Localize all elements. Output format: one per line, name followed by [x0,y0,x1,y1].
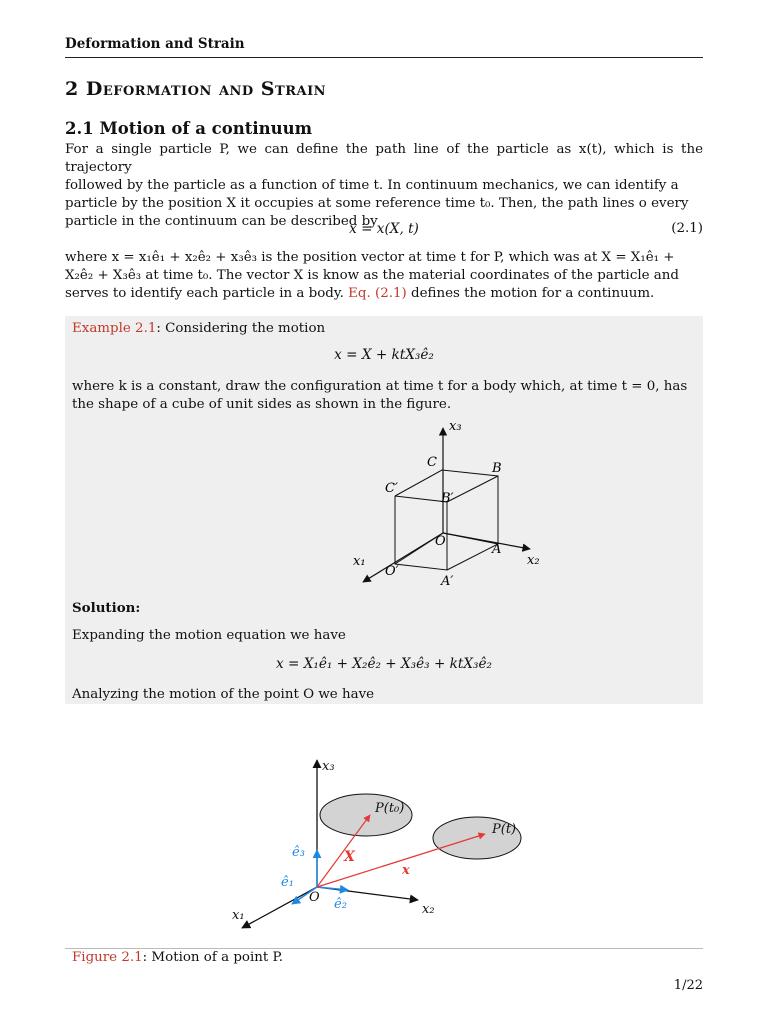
equation-reference-link[interactable]: Eq. (2.1) [348,286,407,301]
section-title [65,119,312,138]
fig-label-e1: ê₁ [281,875,294,890]
fig-x1-axis [242,887,317,928]
fig-label-x3: x₃ [322,759,335,774]
header-rule [65,57,703,58]
cube-hidden-edge-2 [443,533,498,544]
section-name: Motion of a continuum [99,119,313,138]
def-line-1: where x = x₁ê₁ + x₂ê₂ + x₃ê₃ is the position vector at time t for P, which was at X = X₁ê₁ + [65,250,675,265]
analysis-text: Analyzing the motion of the point O we have [72,687,375,702]
fig-label-X: X [344,849,355,865]
example-box [65,316,703,704]
fig-label-P-t: P(t) [492,822,517,837]
cube-label-Aprime: A′ [441,574,454,589]
cube-label-Oprime: O′ [385,564,399,579]
cube-label-x3: x₃ [449,419,462,434]
equation-2-1: x = x(X, t) [349,221,419,237]
definition-paragraph [65,249,703,303]
intro-line-1: For a single particle P, we can define the path line of the particle as x(t), which is the trajectory [65,142,703,175]
cube-label-x2: x₂ [527,553,540,568]
fig-label-O: O [309,890,320,905]
figure-caption-label[interactable]: Figure 2.1 [72,950,143,965]
solution-equation: x = X₁ê₁ + X₂ê₂ + X₃ê₃ + ktX₃ê₂ [276,656,492,672]
cube-label-C: C [427,455,437,470]
fig-label-P-t0: P(t₀) [375,801,405,816]
cube-label-x1: x₁ [353,554,366,569]
cube-label-Cprime: C′ [385,481,398,496]
def-line-3 [65,285,703,303]
solution-label: Solution: [72,600,141,616]
fig-label-x2: x₂ [422,902,435,917]
intro-paragraph [65,141,703,231]
chapter-title [65,78,326,100]
fig-label-x: x [402,863,410,878]
cube-label-O: O [435,534,446,549]
example-equation: x = X + ktX₃ê₂ [334,347,434,363]
spatial-position-vector [317,834,485,887]
caption-rule [65,948,703,949]
figure-caption [72,950,283,965]
figure-caption-text: : Motion of a point P. [142,950,284,965]
def-line-2: X₂ê₂ + X₃ê₃ at time t₀. The vector X is know as the material coordinates of the particle and [65,268,679,283]
page-number: 1/22 [673,978,703,993]
example-heading [72,320,325,338]
fig-label-x1: x₁ [232,908,245,923]
example-text [72,378,696,414]
motion-figure [220,752,520,932]
example-intro: : Considering the motion [156,321,326,336]
example-text-1: where k is a constant, draw the configuration at time t for a body which, at time t = 0, has [72,379,688,394]
cube-label-B: B [492,461,502,476]
intro-line-4: particle in the continuum can be described by [65,214,378,229]
chapter-name: Deformation and Strain [85,78,327,100]
solution-text: Expanding the motion equation we have [72,628,346,643]
cube-label-A: A [492,542,502,557]
def-line-3-rest: defines the motion for a continuum. [411,286,655,301]
intro-line-3: particle by the position X it occupies at some reference time t₀. Then, the path lines o every [65,196,689,211]
example-text-2: the shape of a cube of unit sides as shown in the figure. [72,397,452,412]
chapter-number: 2 [65,78,79,100]
intro-line-2: followed by the particle as a function of time t. In continuum mechanics, we can identify a [65,178,679,193]
def-line-3-text: serves to identify each particle in a body. [65,286,344,301]
fig-label-e3: ê₃ [292,845,305,860]
cube-edge [447,476,498,502]
example-label[interactable]: Example 2.1 [72,321,157,336]
running-header: Deformation and Strain [65,36,245,52]
cube-diagram [265,419,540,600]
section-number: 2.1 [65,119,94,138]
equation-number: (2.1) [671,221,703,236]
fig-label-e2: ê₂ [334,897,347,912]
cube-label-Bprime: B′ [441,491,454,506]
